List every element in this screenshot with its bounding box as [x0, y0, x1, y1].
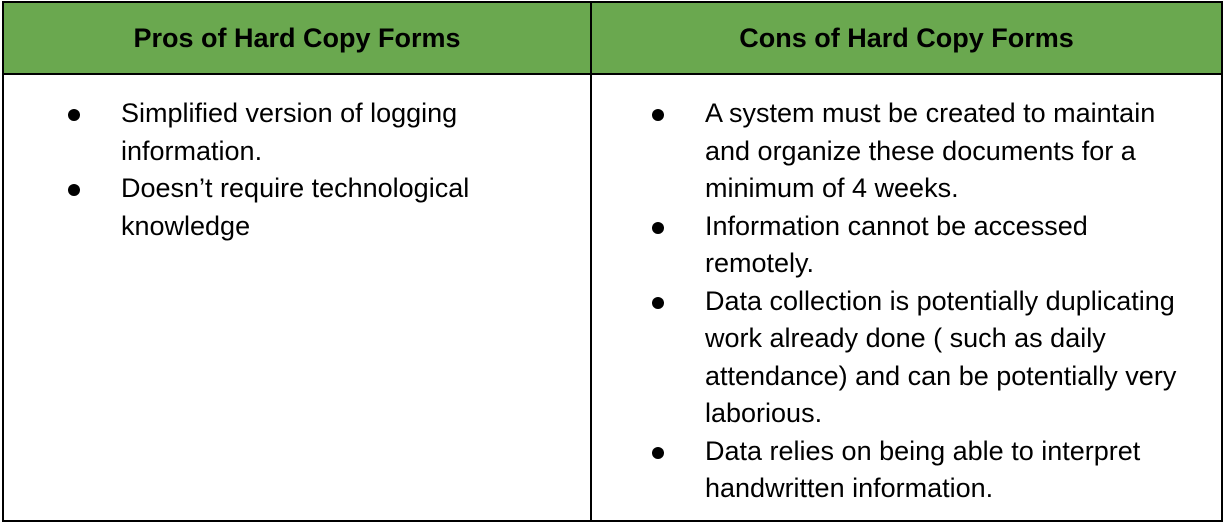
bullet-icon: [68, 109, 80, 121]
cons-item-text: Information cannot be accessed remotely.: [705, 210, 1088, 278]
pros-item-text: Doesn’t require technological knowledge: [121, 173, 470, 241]
bullet-icon: [68, 184, 80, 196]
pros-list: [68, 95, 560, 245]
list-item: [652, 433, 1185, 508]
cons-list: [652, 95, 1185, 508]
list-item: [68, 170, 560, 245]
bullet-icon: [652, 447, 664, 459]
pros-item-text: Simplified version of logging information.: [121, 98, 458, 166]
list-item: [652, 283, 1185, 433]
pros-cons-table: [2, 1, 1223, 522]
bullet-icon: [652, 297, 664, 309]
pros-header: [4, 3, 592, 75]
cons-item-text: Data relies on being able to interpret handwritten information.: [705, 435, 1141, 503]
bullet-icon: [652, 222, 664, 234]
bullet-icon: [652, 109, 664, 121]
cons-header-label: Cons of Hard Copy Forms: [739, 22, 1074, 53]
list-item: [652, 208, 1185, 283]
pros-header-label: Pros of Hard Copy Forms: [133, 22, 461, 53]
cons-header: [592, 3, 1221, 75]
cons-item-text: A system must be created to maintain and organize these documents for a minimum of 4 weeks.: [705, 98, 1156, 203]
cons-cell: [592, 75, 1221, 520]
pros-cell: [4, 75, 592, 520]
cons-item-text: Data collection is potentially duplicating work already done ( such as daily attendance) and can be potentially very laborious.: [705, 285, 1177, 428]
list-item: [68, 95, 560, 170]
list-item: [652, 95, 1185, 208]
